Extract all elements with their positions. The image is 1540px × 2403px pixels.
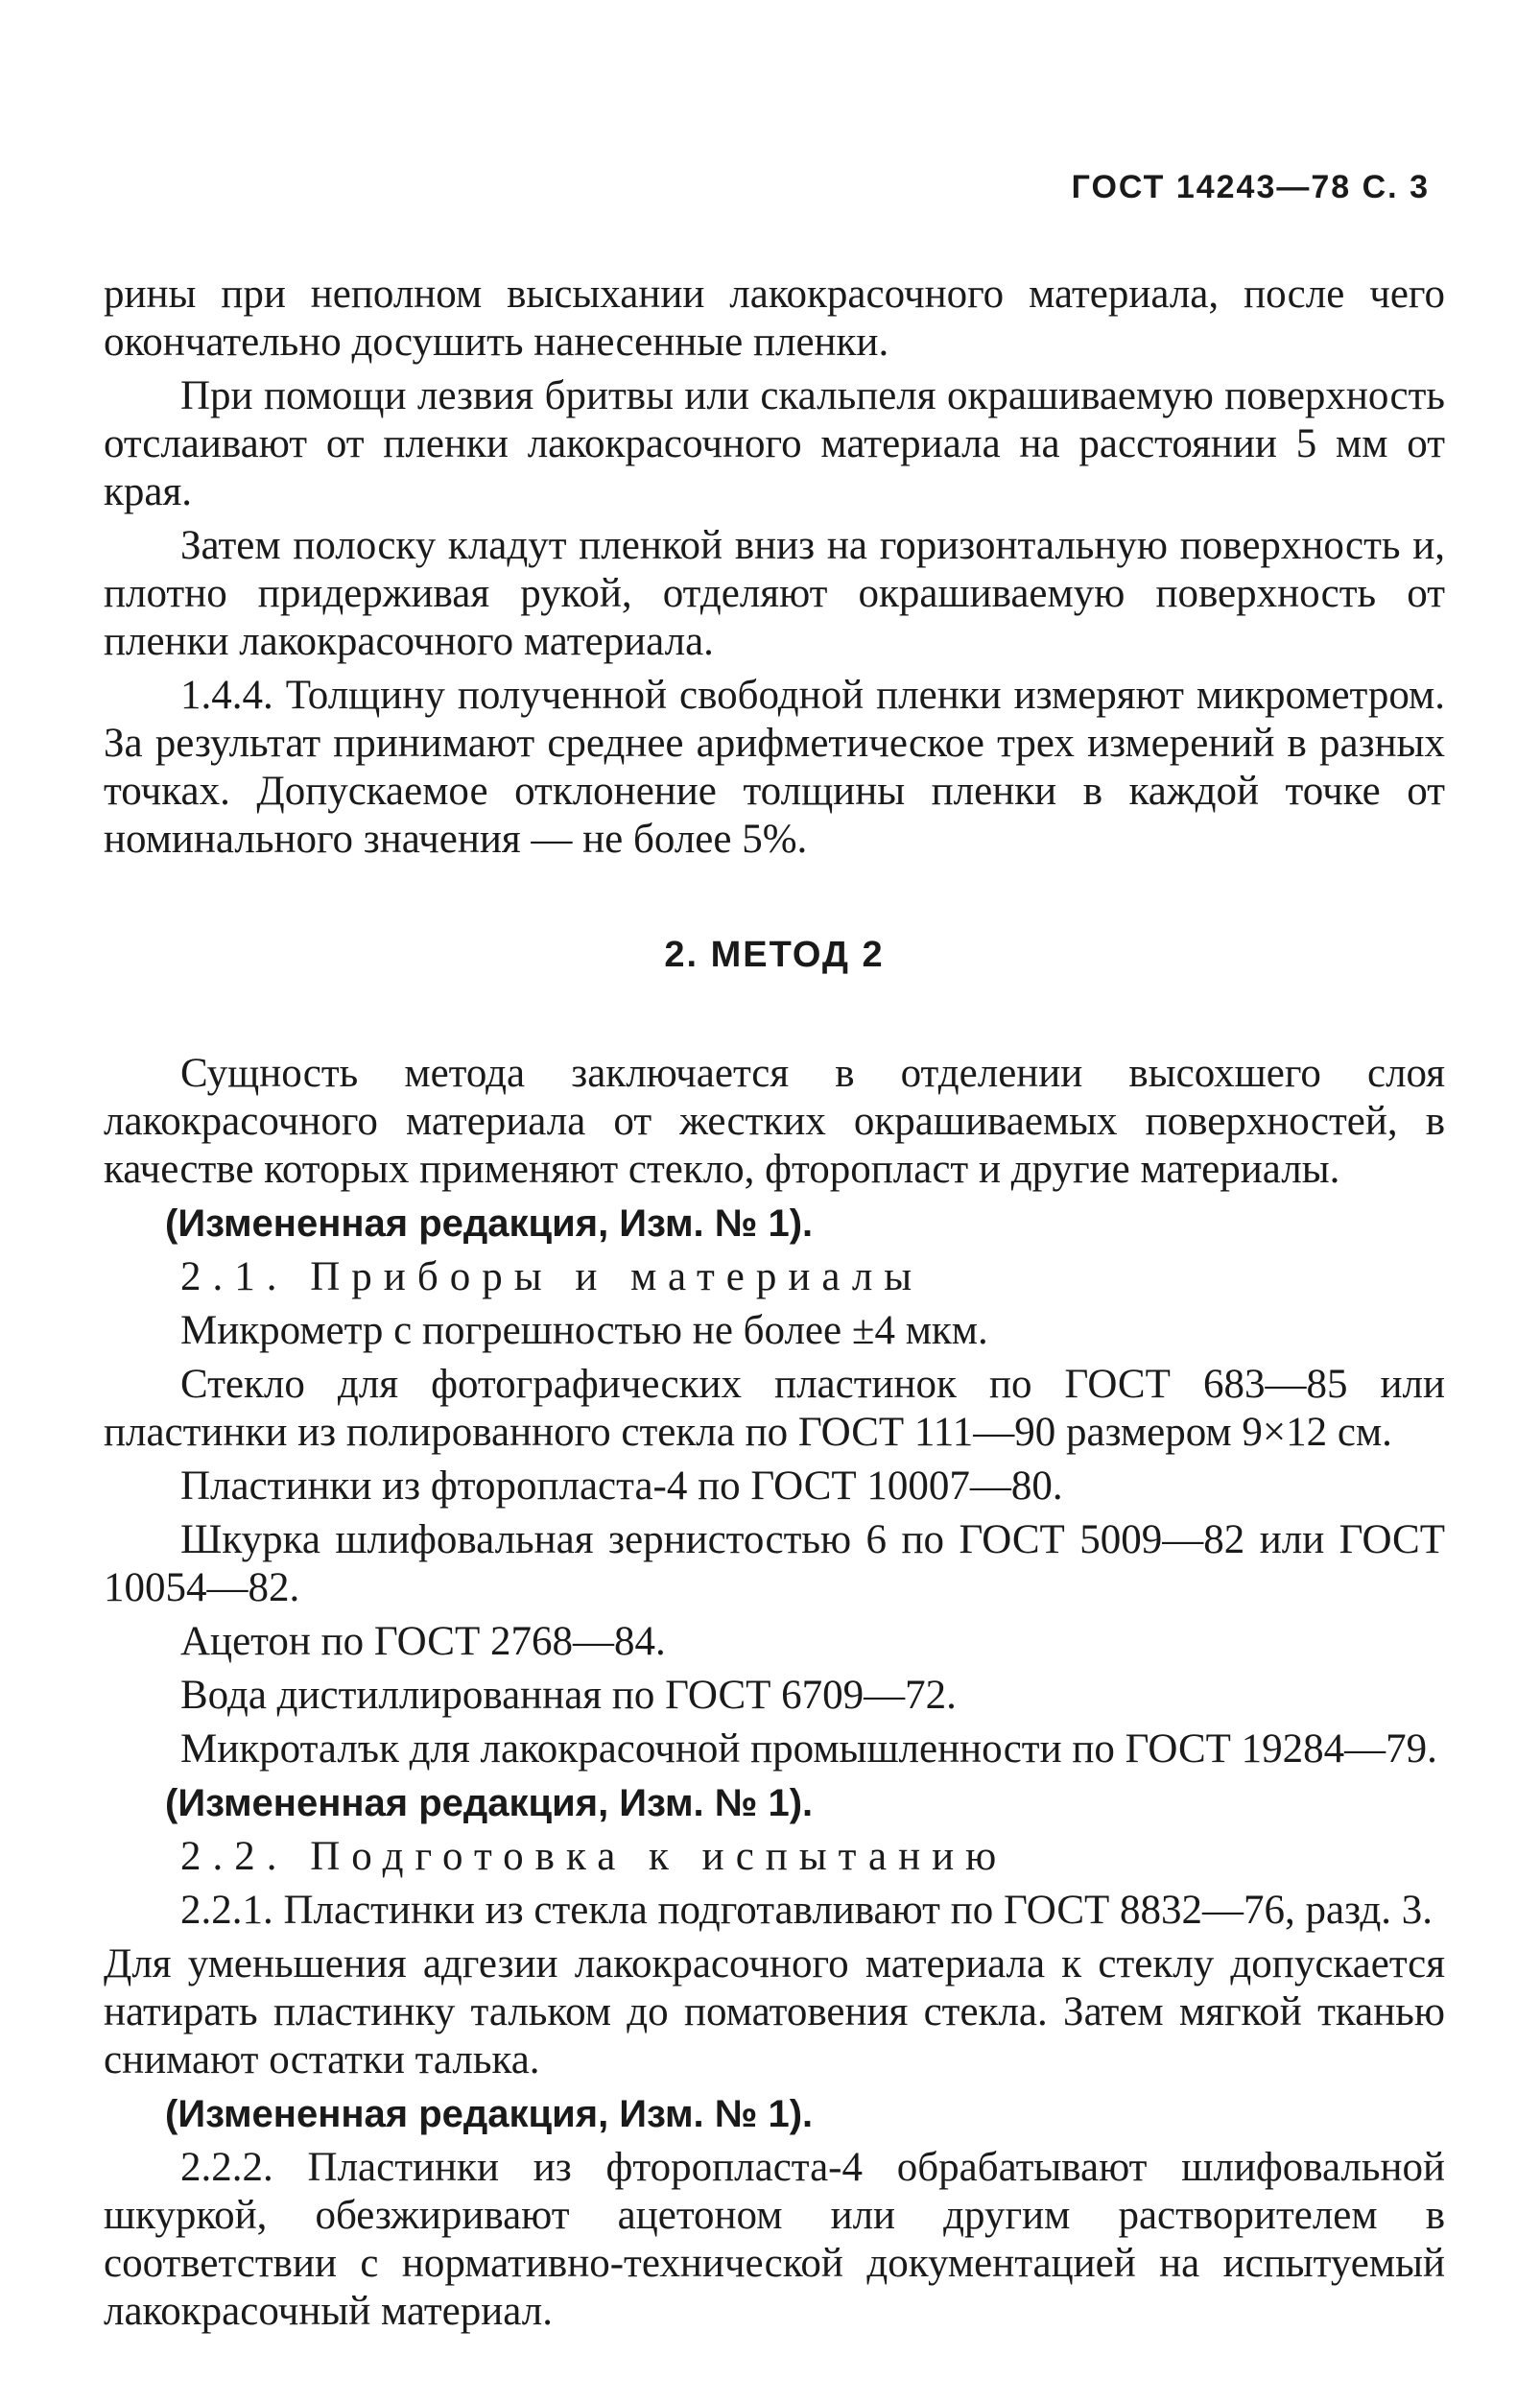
paragraph-adhesion: Для уменьшения адгезии лакокрасочного материала к стеклу допускается натирать пластинку тальком до поматовения стекла. Затем мягкой тканью снимают остатки талька. [104, 1941, 1445, 2082]
paragraph-continuation: рины при неполном высыхании лакокрасочного материала, после чего окончательно досушить нанесенные пленки. [104, 272, 1445, 365]
section-title: 2. МЕТОД 2 [664, 935, 885, 975]
amendment-note: (Измененная редакция, Изм. № 1). [165, 1782, 814, 1824]
material-item: Микроталък для лакокрасочной промышленности по ГОСТ 19284—79. [180, 1726, 1437, 1772]
material-item: Пластинки из фторопласта-4 по ГОСТ 10007—80. [180, 1463, 1063, 1509]
material-item: Микрометр с погрешностью не более ±4 мкм. [180, 1308, 988, 1353]
paragraph-2-2-1: 2.2.1. Пластинки из стекла подготавливают по ГОСТ 8832—76, разд. 3. [180, 1888, 1433, 1933]
material-item: Ацетон по ГОСТ 2768—84. [180, 1619, 666, 1664]
paragraph-method-intro: Сущность метода заключается в отделении высохшего слоя лакокрасочного материала от жестких окрашиваемых поверхностей, в качестве которых применяют стекло, фторопласт и другие материалы. [104, 1051, 1445, 1192]
paragraph-separate-film: Затем полоску кладут пленкой вниз на горизонтальную поверхность и, плотно придерживая рукой, отделяют окрашиваемую поверхность от пленки лакокрасочного материала. [104, 523, 1445, 664]
paragraph-2-2-2: 2.2.2. Пластинки из фторопласта-4 обрабатывают шлифовальной шкуркой, обезжиривают ацетоном или другим растворителем в соответствии с нормативно-технической документацией на испытуемый лакокрасочный материал. [104, 2145, 1445, 2334]
material-item: Стекло для фотографических пластинок по ГОСТ 683—85 или пластинки из полированного стекла по ГОСТ 111—90 размером 9×12 см. [104, 1362, 1445, 1455]
amendment-note: (Измененная редакция, Изм. № 1). [165, 1202, 814, 1245]
amendment-note: (Измененная редакция, Изм. № 1). [165, 2093, 814, 2135]
material-item: Шкурка шлифовальная зернистостью 6 по ГОСТ 5009—82 или ГОСТ 10054—82. [104, 1517, 1445, 1610]
paragraph-1-4-4: 1.4.4. Толщину полученной свободной пленки измеряют микрометром. За результат принимают среднее арифметическое трех измерений в разных точках. Допускаемое отклонение толщины пленки в каждой точке от номинального значения — не более 5%. [104, 673, 1445, 862]
subsection-heading: 2.1. Приборы и материалы [180, 1254, 924, 1299]
document-body [104, 271, 1445, 2342]
material-item: Вода дистиллированная по ГОСТ 6709—72. [180, 1673, 957, 1718]
paragraph-peel-film: При помощи лезвия бритвы или скальпеля окрашиваемую поверхность отслаивают от пленки лакокрасочного материала на расстоянии 5 мм от края. [104, 373, 1445, 514]
subsection-heading: 2.2. Подготовка к испытанию [180, 1834, 1008, 1879]
page-header: ГОСТ 14243—78 С. 3 [1071, 169, 1430, 205]
